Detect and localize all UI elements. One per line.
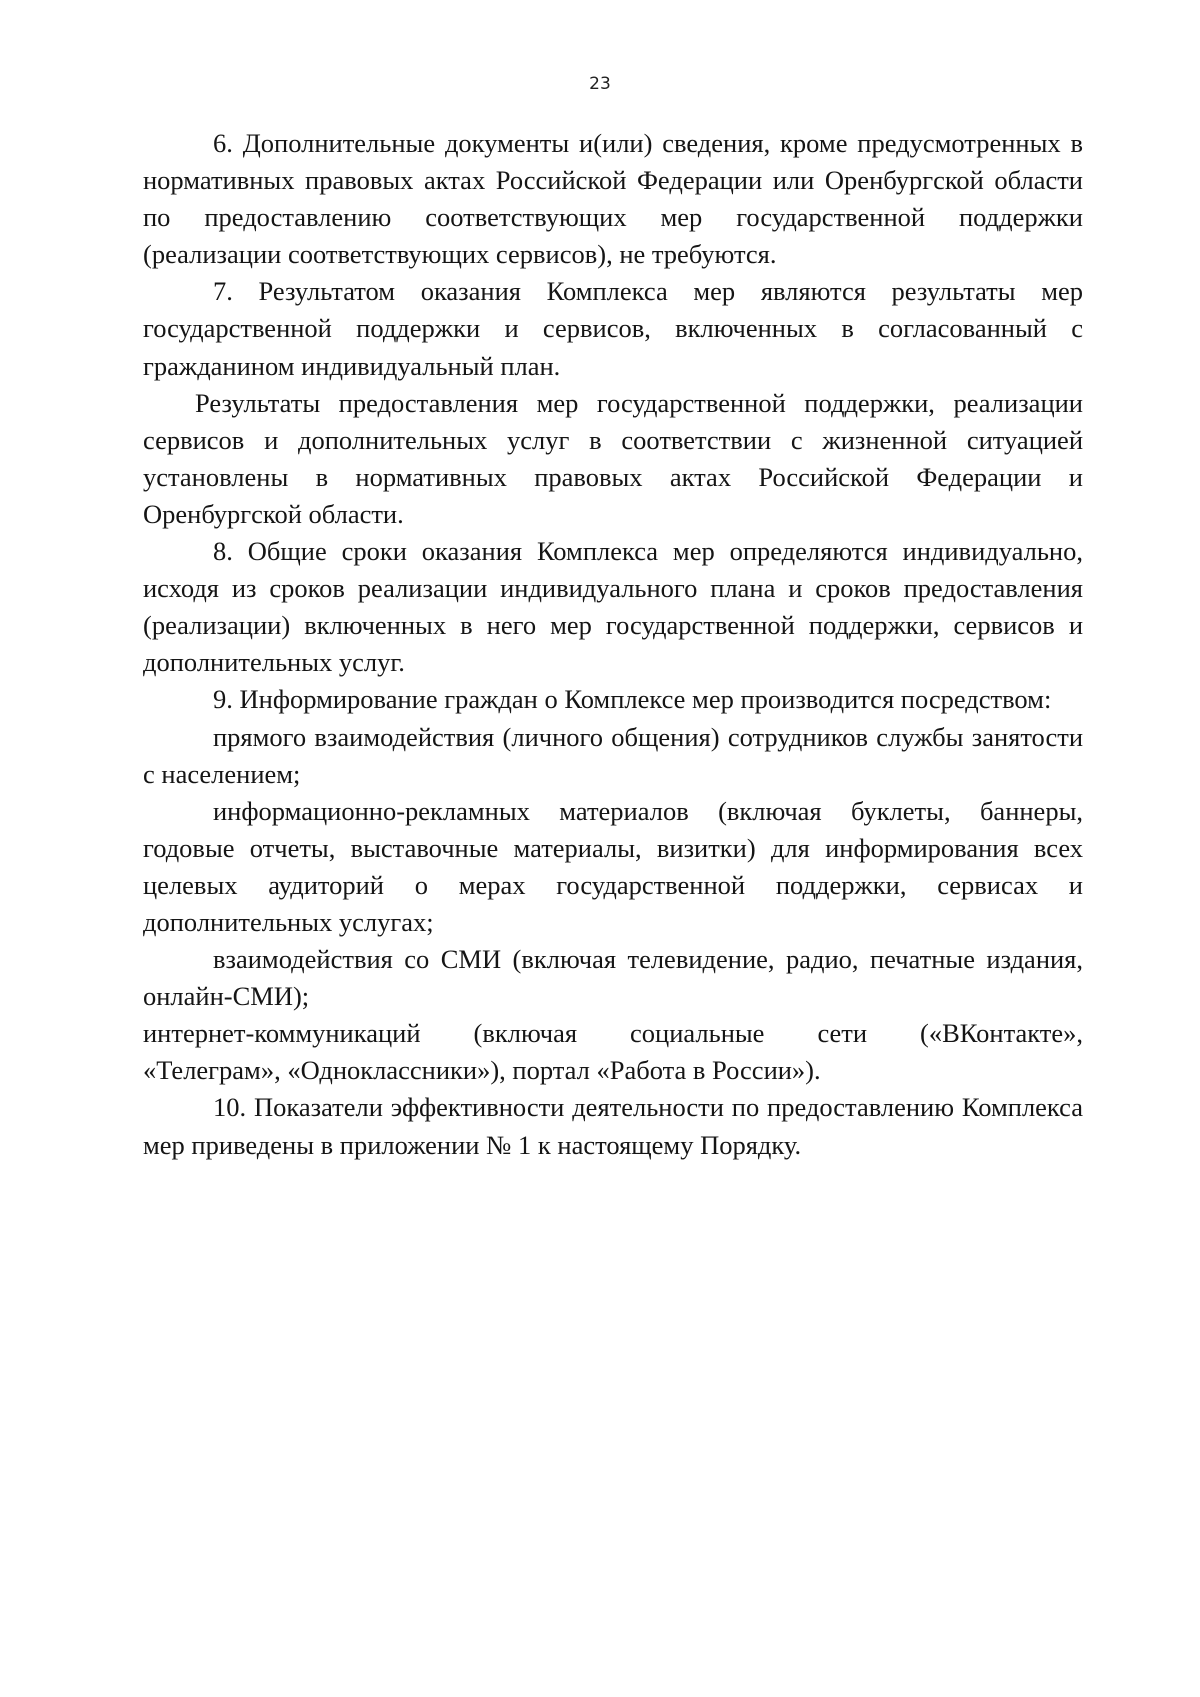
document-body	[143, 125, 1083, 1164]
paragraph-item-6: 6. Дополнительные документы и(или) сведения, кроме предусмотренных в нормативных правовых актах Российской Федерации или Оренбургской области по предоставлению соответствующих мер государственной поддержки (реализации соответствующих сервисов), не требуются.	[143, 128, 1083, 270]
page-number: 23	[589, 74, 611, 94]
paragraph-media-interaction: взаимодействия со СМИ (включая телевидение, радио, печатные издания, онлайн-СМИ);	[143, 944, 1083, 1012]
paragraph-item-9: 9. Информирование граждан о Комплексе мер производится посредством:	[213, 684, 1052, 715]
paragraph-results: Результаты предоставления мер государственной поддержки, реализации сервисов и дополнительных услуг в соответствии с жизненной ситуацией установлены в нормативных правовых актах Российской Федерации и Оренбургской области.	[143, 387, 1083, 529]
paragraph-item-7: 7. Результатом оказания Комплекса мер являются результаты мер государственной поддержки и сервисов, включенных в согласованный с гражданином индивидуальный план.	[143, 276, 1083, 381]
paragraph-direct-interaction: прямого взаимодействия (личного общения) сотрудников службы занятости с населением;	[143, 721, 1083, 789]
paragraph-internet-line-1: интернет-коммуникаций (включая социальные сети («ВКонтакте»,	[143, 1018, 1083, 1049]
paragraph-internet-line-2: «Телеграм», «Одноклассники»), портал «Работа в России»).	[143, 1055, 821, 1086]
paragraph-item-10: 10. Показатели эффективности деятельности по предоставлению Комплекса мер приведены в приложении № 1 к настоящему Порядку.	[143, 1092, 1083, 1160]
paragraph-item-8: 8. Общие сроки оказания Комплекса мер определяются индивидуально, исходя из сроков реализации индивидуального плана и сроков предоставления (реализации) включенных в него мер государственной поддержки, сервисов и дополнительных услуг.	[143, 536, 1083, 678]
paragraph-advertising-materials: информационно-рекламных материалов (включая буклеты, баннеры, годовые отчеты, выставочные материалы, визитки) для информирования всех целевых аудиторий о мерах государственной поддержки, сервисах и дополнительных услугах;	[143, 795, 1083, 937]
